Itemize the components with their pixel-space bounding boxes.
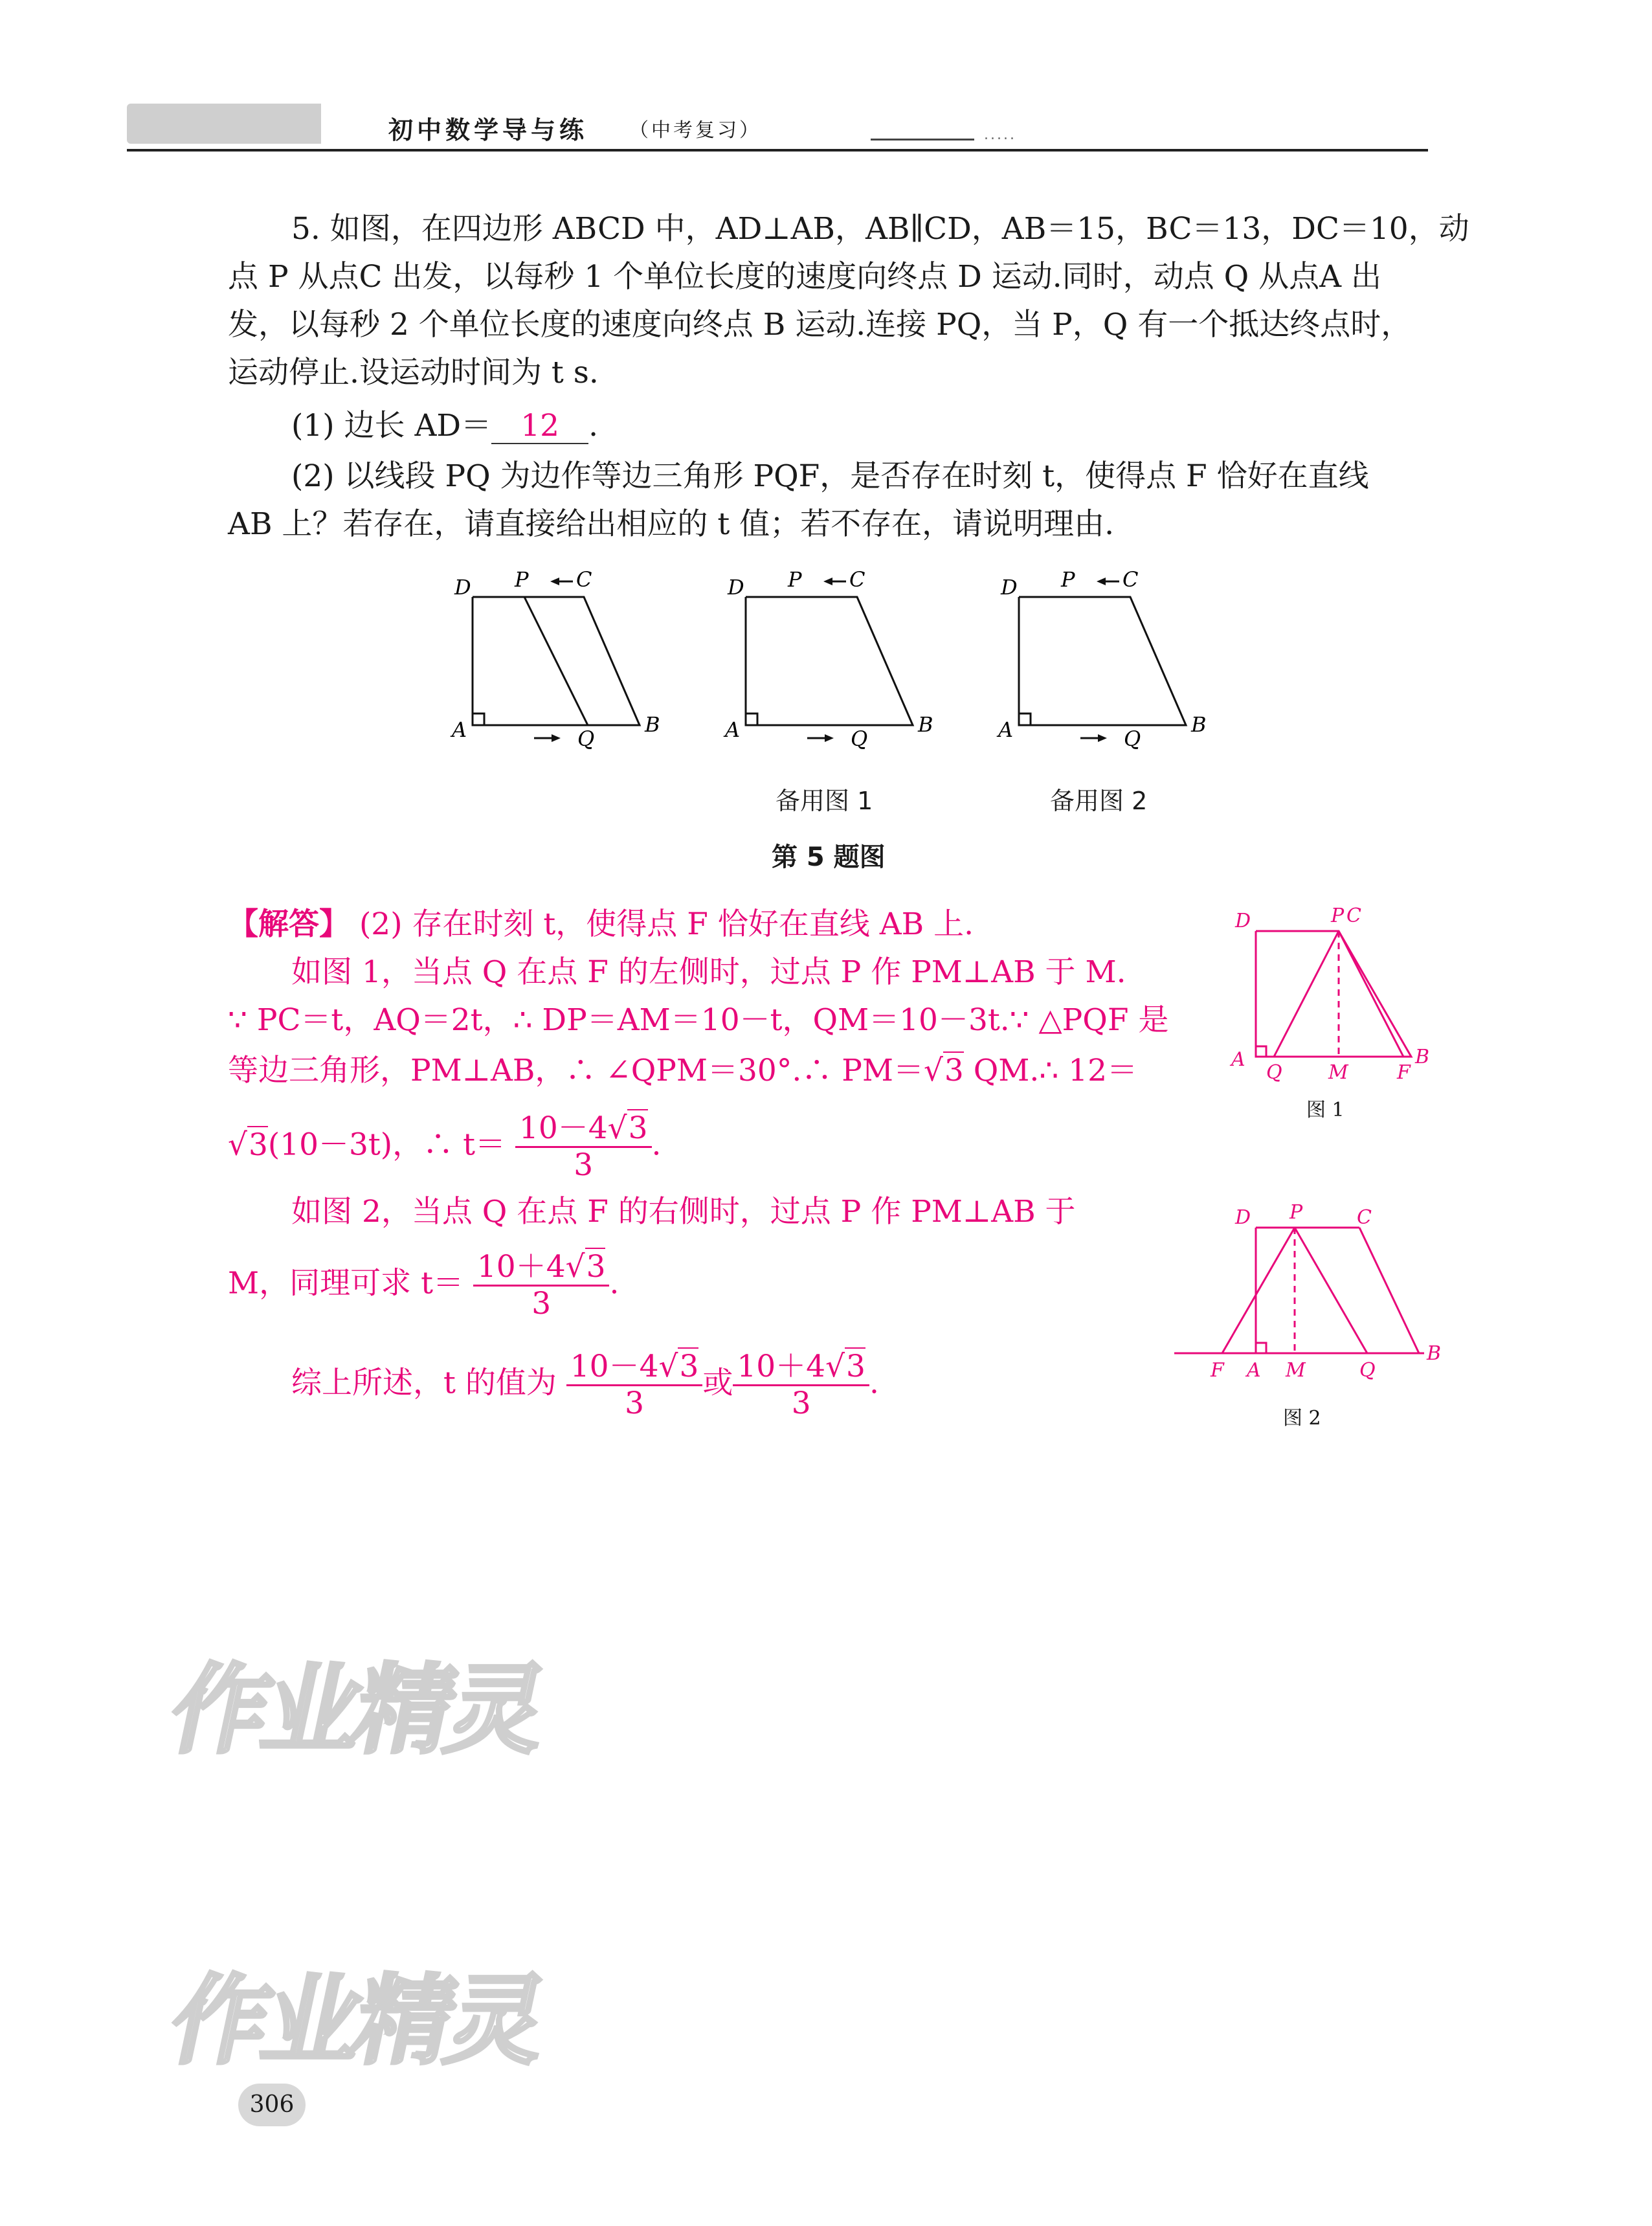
svg-text:A: A: [1231, 1048, 1245, 1071]
label-q: Q: [1124, 726, 1141, 751]
label-p: P: [515, 567, 529, 592]
solution-intro: (2) 存在时刻 t，使得点 F 恰好在直线 AB 上.: [359, 906, 974, 942]
problem-line-4: 运动停止.设运动时间为 t s.: [228, 355, 599, 390]
question-1-suffix: .: [588, 408, 599, 444]
header-short-rule: [871, 139, 974, 141]
answer-blank: 12: [491, 409, 588, 444]
svg-text:B: B: [1415, 1046, 1430, 1068]
label-q: Q: [851, 726, 868, 751]
label-d: D: [1001, 575, 1018, 600]
caption-backup-2: 备用图 2: [1050, 787, 1148, 815]
label-c: C: [849, 567, 865, 592]
book-title: 初中数学导与练: [388, 116, 588, 144]
figure-title: 第 5 题图: [772, 842, 886, 872]
svg-text:B: B: [1427, 1342, 1442, 1365]
label-p: P: [1061, 567, 1075, 592]
arrow-q-head: [552, 734, 561, 742]
svg-text:M: M: [1286, 1359, 1306, 1382]
svg-text:F: F: [1211, 1359, 1224, 1382]
label-a: A: [725, 717, 741, 742]
solution-line-6: 如图 2，当点 Q 在点 F 的右侧时，过点 P 作 PM⊥AB 于: [291, 1194, 1076, 1230]
svg-text:M: M: [1328, 1061, 1348, 1084]
header-tab-arrow: [285, 104, 311, 144]
header-rule: [127, 149, 1428, 152]
svg-text:Q: Q: [1359, 1359, 1376, 1382]
question-1-prefix: (1) 边长 AD＝: [291, 408, 492, 444]
fraction-t1: $\frac{10-4√3}{3}$: [515, 1111, 652, 1183]
side-figure-1: [1217, 900, 1450, 1133]
svg-text:C: C: [1357, 1206, 1372, 1229]
label-b: B: [1191, 712, 1207, 737]
label-c: C: [1122, 567, 1139, 592]
label-q: Q: [577, 726, 595, 751]
fraction-conclusion-1: $\frac{10-4√3}{3}$: [566, 1349, 703, 1421]
question-1: [291, 403, 598, 449]
book-subtitle: （中考复习）: [629, 119, 761, 142]
svg-text:P: P: [1289, 1201, 1303, 1224]
svg-text:Q: Q: [1266, 1061, 1282, 1084]
side-figure-2: [1165, 1197, 1450, 1443]
solution-line-7: M，同理可求 t＝ $\frac{10+4√3}{3}$ .: [228, 1249, 620, 1321]
watermark-upper: 作业精灵: [161, 1654, 553, 1767]
problem-line-2: 点 P 从点C 出发，以每秒 1 个单位长度的速度向终点 D 运动.同时，动点 Q 从点A 出: [228, 259, 1381, 295]
fraction-conclusion-2: $\frac{10+4√3}{3}$: [733, 1349, 869, 1421]
label-d: D: [728, 575, 744, 600]
solution-line-2: 如图 1，当点 Q 在点 F 的左侧时，过点 P 作 PM⊥AB 于 M.: [291, 954, 1126, 990]
label-a: A: [452, 717, 467, 742]
arrow-p-head: [550, 578, 559, 585]
question-2-line-2: AB 上？若存在，请直接给出相应的 t 值；若不存在，请说明理由.: [228, 506, 1115, 542]
fraction-t2: $\frac{10+4√3}{3}$: [473, 1250, 610, 1321]
figure-backup-1: [713, 557, 946, 751]
svg-text:A: A: [1247, 1359, 1261, 1382]
sqrt-3: 3: [944, 1053, 964, 1088]
right-angle-mark: [473, 714, 484, 725]
sqrt-3: 3: [248, 1127, 268, 1163]
label-b: B: [645, 712, 660, 737]
segment-pq: [524, 597, 588, 725]
label-p: P: [788, 567, 802, 592]
svg-text:C: C: [1346, 905, 1361, 927]
label-c: C: [576, 567, 592, 592]
svg-text:D: D: [1235, 910, 1251, 932]
solution-conclusion: 综上所述，t 的值为 $\frac{10-4√3}{3}$ 或 $\frac{10+4√3}{3}$ .: [291, 1349, 879, 1421]
solution-line-1: [228, 901, 974, 948]
page-number: 306: [238, 2084, 306, 2126]
solution-line-3: ∵ PC＝t，AQ＝2t，∴ DP＝AM＝10－t，QM＝10－3t.∵ △PQF 是: [228, 1002, 1169, 1038]
svg-text:F: F: [1397, 1061, 1411, 1084]
watermark-lower: 作业精灵: [161, 1965, 553, 2078]
label-d: D: [454, 575, 471, 600]
svg-text:P: P: [1331, 905, 1345, 927]
solution-line-4: 等边三角形，PM⊥AB，∴ ∠QPM＝30°.∴ PM＝√3 QM.∴ 12＝: [228, 1053, 1138, 1088]
figure-main: [440, 557, 673, 751]
problem-line-3: 发，以每秒 2 个单位长度的速度向终点 B 运动.连接 PQ，当 P，Q 有一个抵达终点时，: [228, 307, 1412, 343]
side-figure-2-caption: 图 2: [1283, 1407, 1321, 1430]
problem-line-1: 5. 如图，在四边形 ABCD 中，AD⊥AB，AB∥CD，AB＝15，BC＝13，DC＝10，动: [291, 211, 1469, 247]
caption-backup-1: 备用图 1: [776, 787, 873, 815]
question-2-line-1: (2) 以线段 PQ 为边作等边三角形 PQF，是否存在时刻 t，使得点 F 恰好在直线: [291, 458, 1369, 494]
solution-tag: 【解答】: [228, 906, 350, 942]
label-b: B: [918, 712, 933, 737]
figure-backup-2: [987, 557, 1220, 751]
header-dots: .....: [984, 127, 1016, 143]
svg-text:D: D: [1235, 1206, 1251, 1229]
solution-line-5: √3(10－3t)，∴ t＝ $\frac{10-4√3}{3}$ .: [228, 1110, 662, 1183]
label-a: A: [998, 717, 1014, 742]
side-figure-1-caption: 图 1: [1306, 1099, 1345, 1121]
